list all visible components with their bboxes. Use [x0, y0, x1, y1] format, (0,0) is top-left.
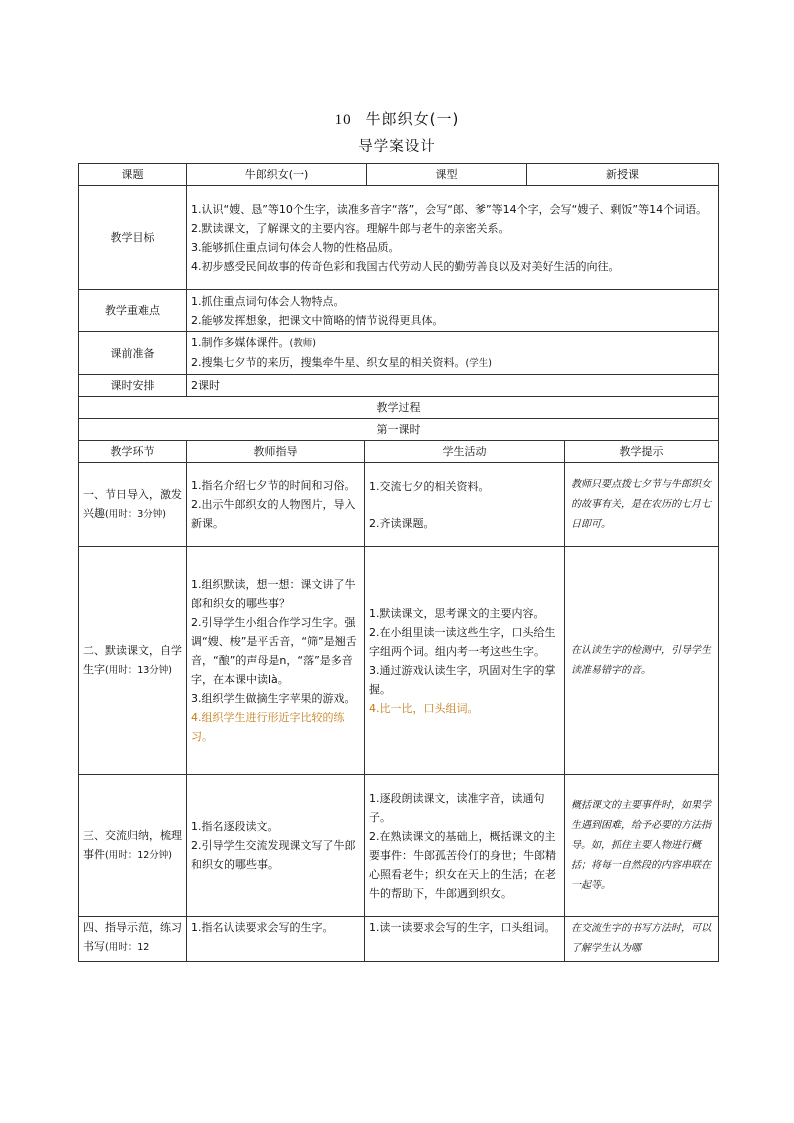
key-points-content	[187, 290, 719, 332]
stage-time: (用时：13分钟)	[105, 665, 173, 676]
hint-cell: 教师只要点拨七夕节与牛郎织女的故事有关，是在农历的七月七日即可。	[565, 463, 719, 547]
teacher-step: 2.出示牛郎织女的人物图片，导入新课。	[191, 498, 356, 530]
student-step: 2.齐读课题。	[369, 516, 435, 530]
stage-cell	[79, 775, 187, 917]
student-cell	[365, 547, 565, 775]
col-header-stage: 教学环节	[79, 441, 187, 463]
topic-label: 课题	[79, 164, 187, 186]
key-point-item: 1.抓住重点词句体会人物特点。	[191, 294, 345, 308]
lesson-period-title: 第一课时	[79, 419, 719, 441]
goal-item: 3.能够抓住重点词句体会人物的性格品质。	[191, 240, 400, 254]
teacher-step: 2.引导学生小组合作学习生字。强调“嫂、梭”是平舌音，“筛”是翘舌音，“酿”的声母是n，“落”是多音字，在本课中读là。	[191, 616, 357, 686]
table-row	[79, 463, 719, 547]
student-step: 3.通过游戏认读生字，巩固对生字的掌握。	[369, 663, 556, 696]
prep-content	[187, 332, 719, 375]
student-step: 1.默读课文，思考课文的主要内容。	[369, 606, 545, 620]
goal-item: 2.默读课文，了解课文的主要内容。理解牛郎与老牛的亲密关系。	[191, 221, 510, 235]
goals-content	[187, 186, 719, 290]
type-value: 新授课	[527, 164, 719, 186]
hint-cell: 概括课文的主要事件时，如果学生遇到困难，给予必要的方法指导。如，抓住主要人物进行概括；将每一自然段的内容串联在一起等。	[565, 775, 719, 917]
student-cell	[365, 917, 565, 962]
prep-row	[79, 332, 719, 375]
stage-time: (用时：3分钟)	[105, 509, 166, 520]
stage-cell	[79, 547, 187, 775]
teaching-process-table	[78, 396, 719, 962]
prep-item-note: (教师)	[289, 338, 316, 349]
stage-name: 二、默读课文，自学生字	[83, 644, 182, 676]
process-section-title: 教学过程	[79, 397, 719, 419]
teacher-step: 4.组织学生进行形近字比较的练习。	[191, 711, 345, 743]
table-row	[79, 547, 719, 775]
topic-value: 牛郎织女(一)	[187, 164, 367, 186]
student-step: 4.比一比，口头组词。	[369, 701, 479, 715]
process-title-row	[79, 397, 719, 419]
schedule-row	[79, 375, 719, 397]
stage-time: (用时：12分钟)	[105, 850, 173, 861]
key-points-row	[79, 290, 719, 332]
stage-name: 三、交流归纳，梳理事件	[83, 829, 182, 861]
table-row	[79, 917, 719, 962]
prep-item	[191, 333, 714, 353]
student-step: 1.交流七夕的相关资料。	[369, 479, 490, 493]
stage-cell	[79, 463, 187, 547]
prep-item	[191, 353, 714, 373]
col-header-student: 学生活动	[365, 441, 565, 463]
goal-item: 4.初步感受民间故事的传奇色彩和我国古代劳动人民的勤劳善良以及对美好生活的向往。	[191, 259, 620, 273]
student-step: 1.逐段朗读课文，读准字音，读通句子。	[369, 791, 545, 824]
teacher-step: 3.组织学生做摘生字苹果的游戏。	[191, 692, 356, 705]
lesson-number: 10	[334, 112, 352, 128]
column-header-row	[79, 441, 719, 463]
key-points-label: 教学重难点	[79, 290, 187, 332]
teacher-cell	[187, 917, 365, 962]
teacher-step: 1.组织默读，想一想：课文讲了牛郎和织女的哪些事？	[191, 578, 356, 610]
teacher-cell	[187, 463, 365, 547]
col-header-hint: 教学提示	[565, 441, 719, 463]
teacher-cell	[187, 547, 365, 775]
student-cell	[365, 775, 565, 917]
prep-item-text: 2.搜集七夕节的来历，搜集牵牛星、织女星的相关资料。	[191, 356, 466, 369]
stage-time: (用时：12	[105, 942, 150, 953]
teacher-step: 1.指名认读要求会写的生字。	[191, 921, 334, 934]
teacher-cell	[187, 775, 365, 917]
table-row	[79, 775, 719, 917]
lesson-title	[0, 108, 794, 129]
document-subtitle: 导学案设计	[358, 139, 436, 155]
goals-row	[79, 186, 719, 290]
schedule-value: 2课时	[187, 375, 719, 397]
lesson-info-table	[78, 163, 719, 397]
stage-name: 一、节日导入，激发兴趣	[83, 488, 182, 520]
hint-cell: 在交流生字的书写方法时，可以了解学生认为哪	[565, 917, 719, 962]
student-step: 2.在熟读课文的基础上，概括课文的主要事件：牛郎孤苦伶仃的身世；牛郎精心照看老牛；织女在天上的生活；在老牛的帮助下，牛郎遇到织女。	[369, 829, 556, 900]
student-cell	[365, 463, 565, 547]
lesson-title-row	[79, 419, 719, 441]
schedule-label: 课时安排	[79, 375, 187, 397]
teacher-step: 1.指名介绍七夕节的时间和习俗。	[191, 479, 356, 492]
stage-cell	[79, 917, 187, 962]
student-step: 1.读一读要求会写的生字，口头组词。	[369, 921, 556, 934]
stage-name: 四、指导示范，练习书写	[83, 921, 182, 953]
prep-item-text: 1.制作多媒体课件。	[191, 336, 290, 349]
col-header-teacher: 教师指导	[187, 441, 365, 463]
goal-item: 1.认识“嫂、恳”等10个生字，读准多音字“落”，会写“郎、爹”等14个字，会写“嫂子、剩饭”等14个词语。	[191, 202, 708, 216]
key-point-item: 2.能够发挥想象，把课文中简略的情节说得更具体。	[191, 313, 444, 327]
prep-item-note: (学生)	[465, 358, 492, 369]
teacher-step: 2.引导学生交流发现课文写了牛郎和织女的哪些事。	[191, 839, 356, 871]
student-step: 2.在小组里读一读这些生字，口头给生字组两个词。组内考一考这些生字。	[369, 625, 556, 658]
hint-cell: 在认读生字的检测中，引导学生读准易错字的音。	[565, 547, 719, 775]
topic-row	[79, 164, 719, 186]
type-label: 课型	[367, 164, 527, 186]
prep-label: 课前准备	[79, 332, 187, 375]
goals-label: 教学目标	[79, 186, 187, 290]
lesson-name: 牛郎织女(一)	[365, 110, 460, 128]
teacher-step: 1.指名逐段读文。	[191, 820, 279, 833]
